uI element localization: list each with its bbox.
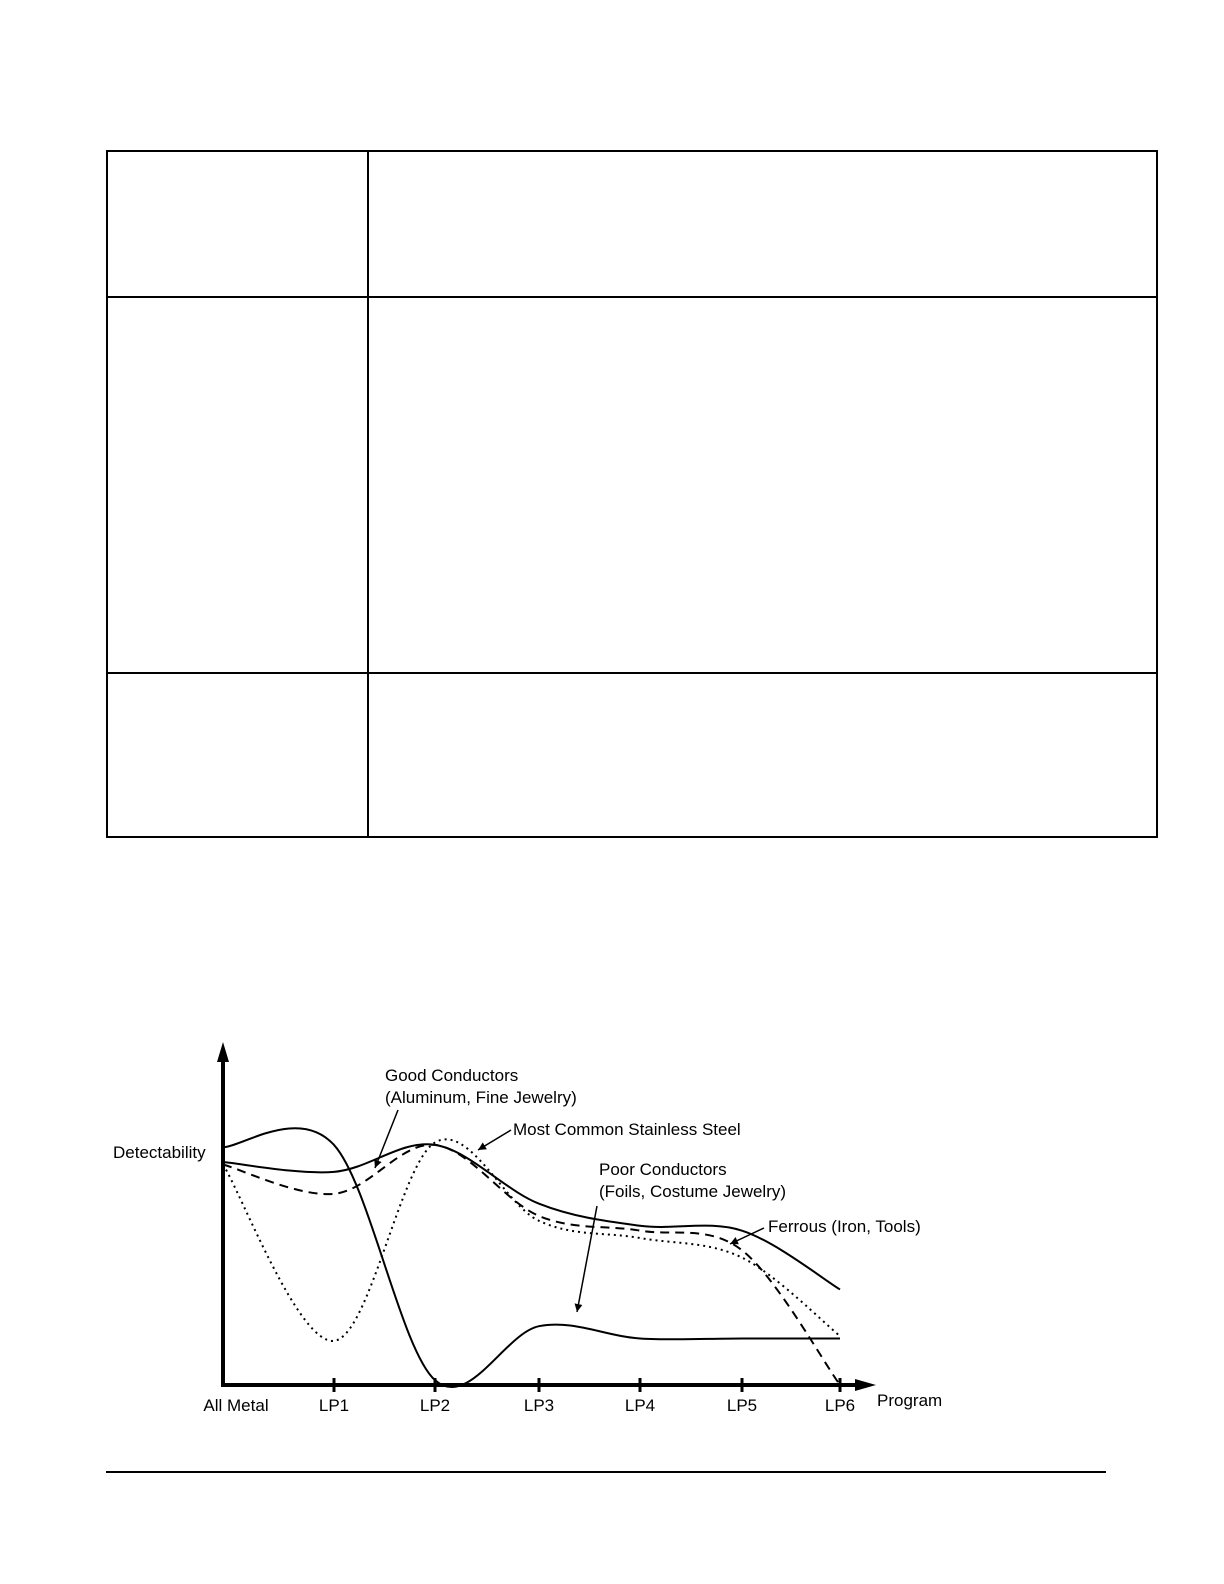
annotation-sublabel: (Aluminum, Fine Jewelry) bbox=[385, 1088, 577, 1107]
x-tick-label: LP6 bbox=[824, 1396, 856, 1415]
table-row bbox=[108, 298, 1156, 674]
annotation-arrow bbox=[577, 1206, 597, 1312]
annotation-sublabel: (Foils, Costume Jewelry) bbox=[599, 1182, 787, 1201]
footer-rule bbox=[106, 1471, 1106, 1473]
x-tick-label: All Metal bbox=[203, 1396, 269, 1415]
annotation-label: Good Conductors bbox=[385, 1066, 519, 1085]
table-cell-label bbox=[108, 152, 369, 296]
series-line-2 bbox=[223, 1145, 840, 1385]
settings-table bbox=[106, 150, 1158, 838]
table-cell-label bbox=[108, 298, 369, 672]
detectability-chart bbox=[0, 1020, 1224, 1440]
x-tick-label: LP2 bbox=[419, 1396, 451, 1415]
x-axis-arrowhead bbox=[855, 1379, 876, 1391]
x-tick-label: LP4 bbox=[624, 1396, 656, 1415]
table-row bbox=[108, 674, 1156, 838]
series-line-1 bbox=[223, 1139, 840, 1341]
annotation-label: Poor Conductors bbox=[599, 1160, 727, 1179]
table-row bbox=[108, 152, 1156, 298]
table-cell-description bbox=[369, 298, 1156, 672]
x-axis-label: Program bbox=[877, 1391, 943, 1410]
annotation-label: Ferrous (Iron, Tools) bbox=[768, 1217, 921, 1236]
x-tick-label: LP5 bbox=[726, 1396, 758, 1415]
y-axis-label: Detectability bbox=[113, 1143, 206, 1162]
series-line-0 bbox=[223, 1128, 840, 1387]
annotation-arrow bbox=[478, 1130, 511, 1150]
series-line-3 bbox=[223, 1144, 840, 1289]
table-cell-description bbox=[369, 152, 1156, 296]
x-tick-label: LP1 bbox=[318, 1396, 350, 1415]
table-cell-description bbox=[369, 674, 1156, 838]
annotation-label: Most Common Stainless Steel bbox=[513, 1120, 741, 1139]
y-axis-arrowhead bbox=[217, 1042, 229, 1062]
annotation-arrow bbox=[730, 1228, 764, 1244]
x-tick-label: LP3 bbox=[523, 1396, 555, 1415]
table-cell-label bbox=[108, 674, 369, 838]
